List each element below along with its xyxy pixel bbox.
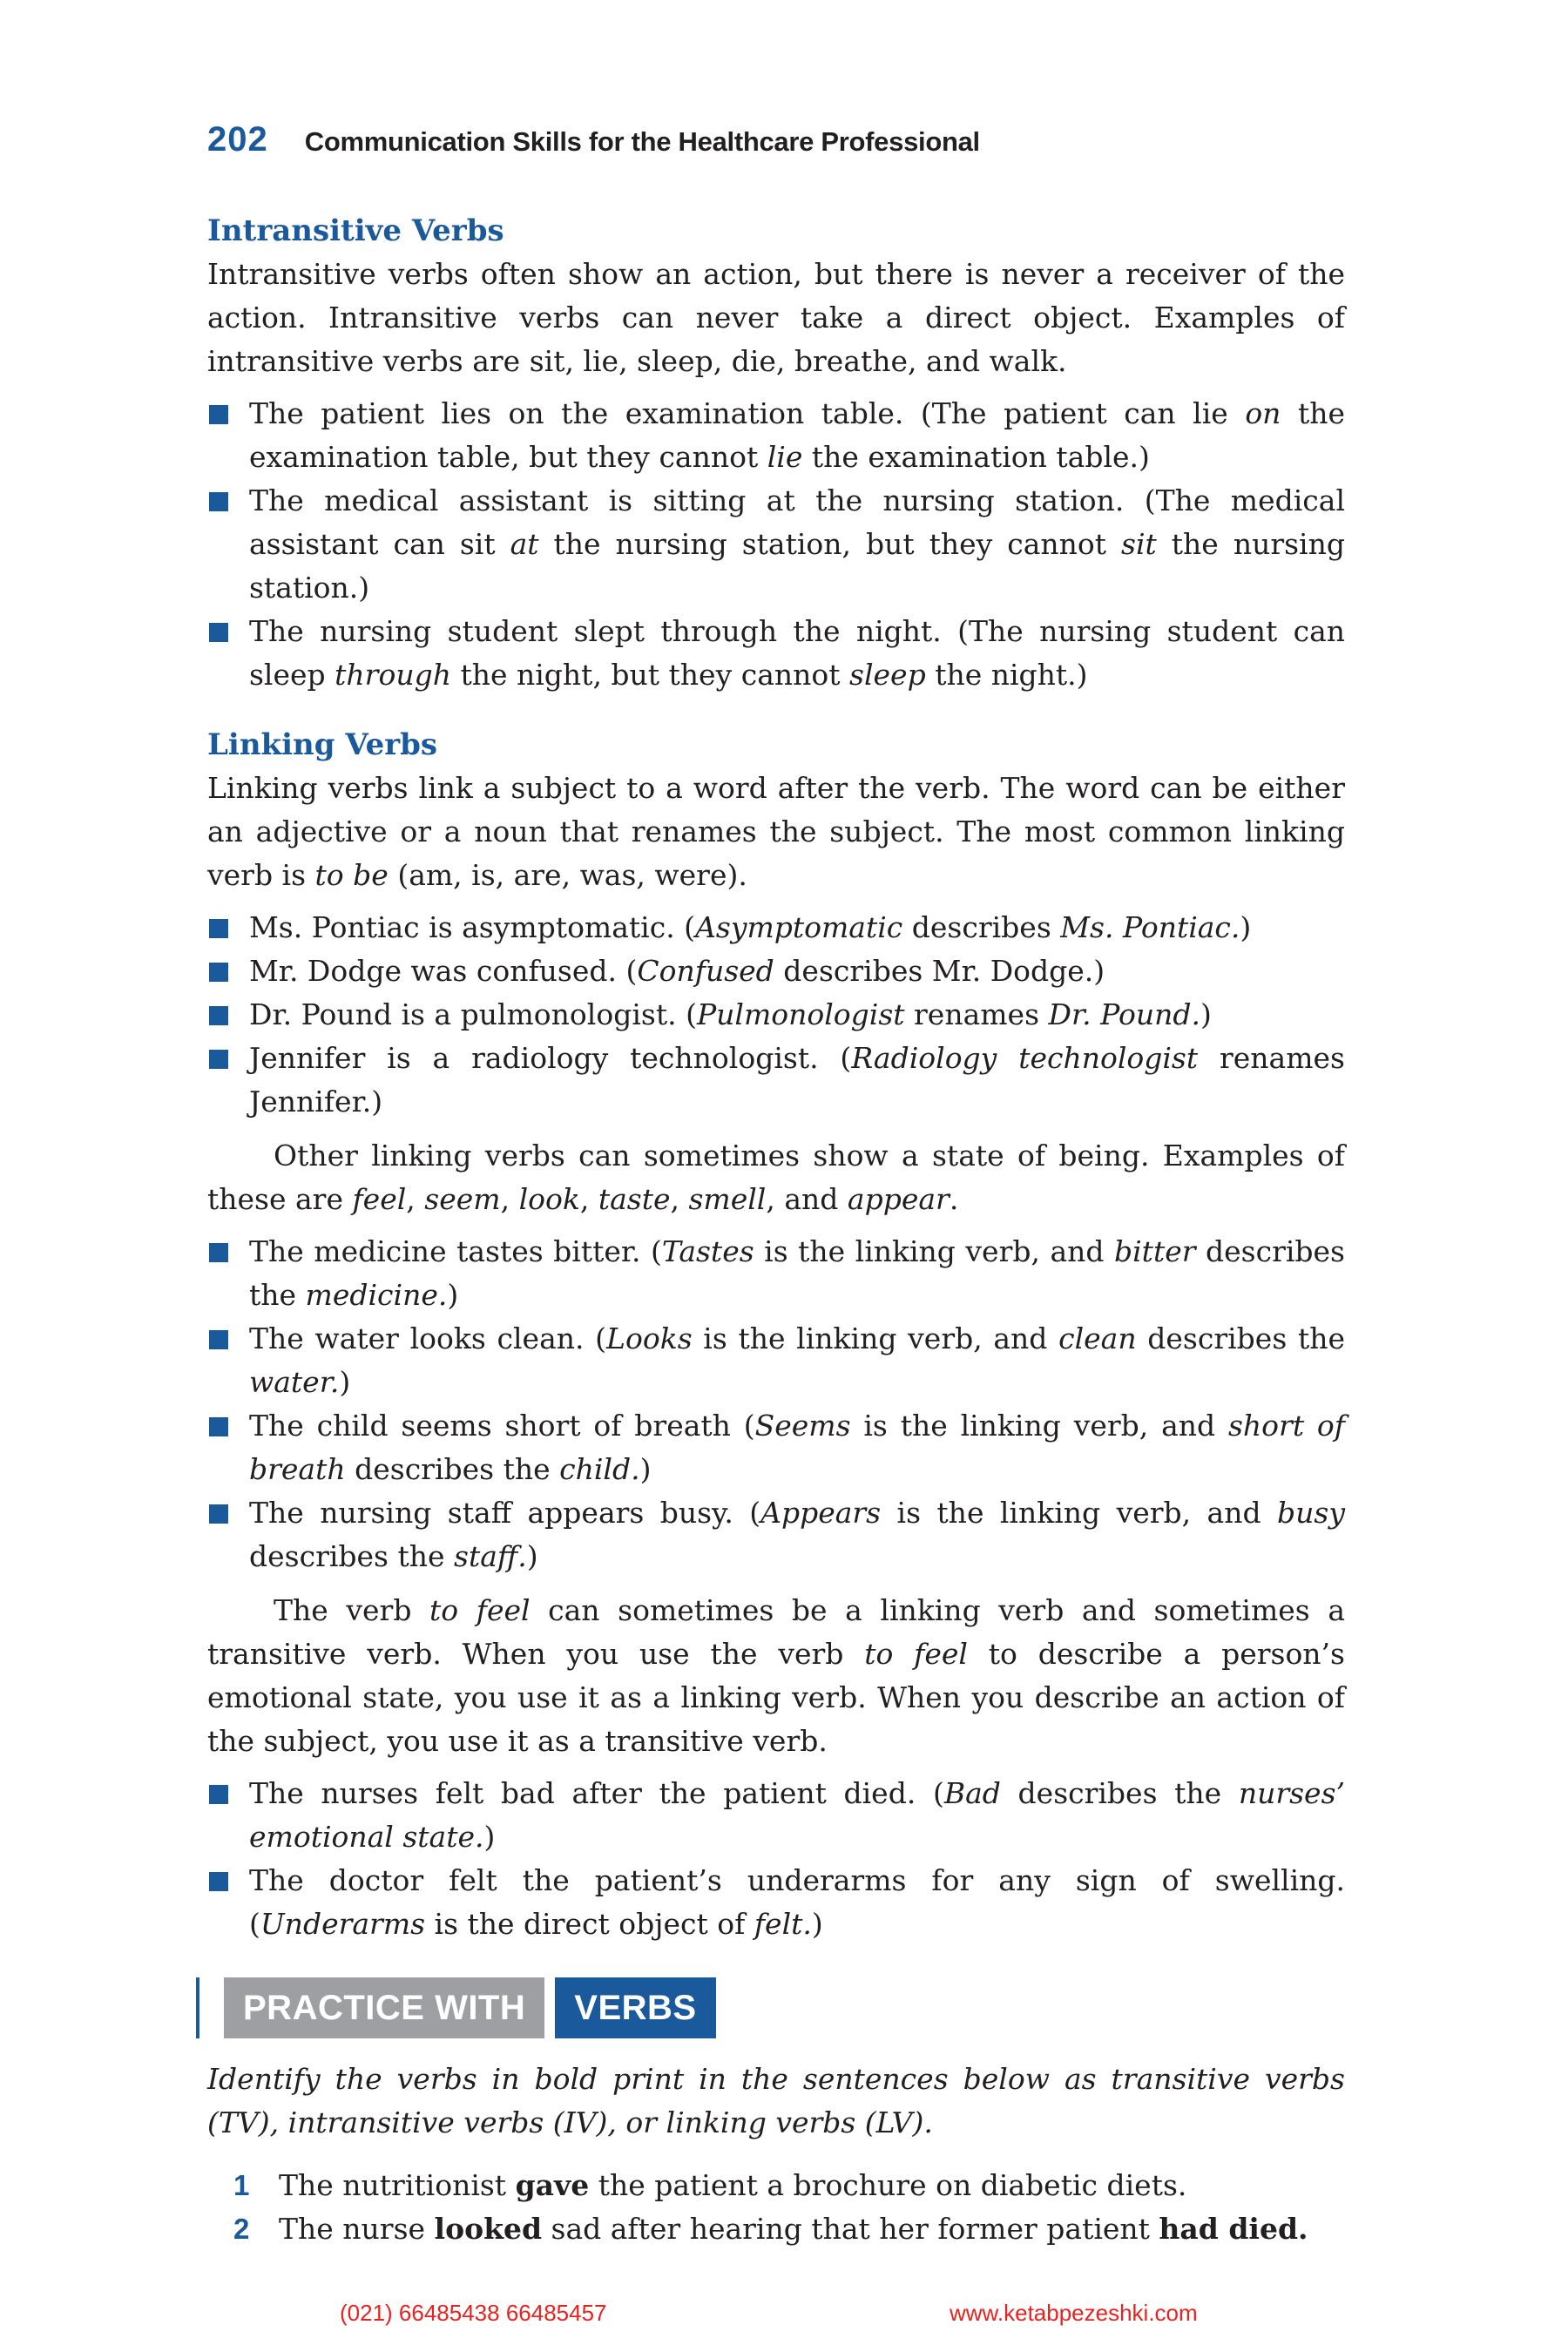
square-bullet-icon <box>209 1243 228 1262</box>
bullet-item: The water looks clean. (Looks is the linking verb, and clean describes the water.) <box>207 1317 1345 1404</box>
linking-bullet-list-2 <box>207 1230 1345 1578</box>
intransitive-bullet-list <box>207 392 1345 697</box>
exercise-item: 1 The nutritionist gave the patient a brochure on diabetic diets. <box>207 2164 1345 2207</box>
intransitive-intro: Intransitive verbs often show an action, but there is never a receiver of the action. Intransitive verbs can never take a direct object. Examples of intransitive verbs are sit, lie, sleep, die, breathe, and walk. <box>207 257 1345 378</box>
running-title: Communication Skills for the Healthcare Professional <box>304 126 980 157</box>
bullet-item: Ms. Pontiac is asymptomatic. (Asymptomatic describes Ms. Pontiac.) <box>207 906 1345 950</box>
square-bullet-icon <box>209 1872 228 1891</box>
section-heading-intransitive: Intransitive Verbs <box>207 213 504 248</box>
bullet-item: The child seems short of breath (Seems is the linking verb, and short of breath describes the child.) <box>207 1404 1345 1491</box>
practice-rule <box>196 1977 199 2038</box>
page-number: 202 <box>207 120 268 159</box>
main-content <box>207 209 1345 1946</box>
square-bullet-icon <box>209 623 228 642</box>
linking-bullet-list-1 <box>207 906 1345 1124</box>
square-bullet-icon <box>209 405 228 424</box>
bullet-item: The nursing student slept through the night. (The nursing student can sleep through the night, but they cannot sleep the night.) <box>207 610 1345 697</box>
exercise-number: 2 <box>233 2213 250 2245</box>
square-bullet-icon <box>209 1417 228 1436</box>
bullet-item: Jennifer is a radiology technologist. (Radiology technologist renames Jennifer.) <box>207 1037 1345 1124</box>
bullet-item: Dr. Pound is a pulmonologist. (Pulmonologist renames Dr. Pound.) <box>207 993 1345 1037</box>
square-bullet-icon <box>209 1330 228 1349</box>
practice-banner <box>196 1977 716 2038</box>
square-bullet-icon <box>209 963 228 982</box>
square-bullet-icon <box>209 1504 228 1524</box>
section-heading-linking: Linking Verbs <box>207 727 438 762</box>
footer-phone: (021) 66485438 66485457 <box>340 2300 607 2326</box>
footer-url[interactable]: www.ketabpezeshki.com <box>950 2300 1198 2326</box>
bullet-item: The doctor felt the patient’s underarms for any sign of swelling. (Underarms is the direct object of felt.) <box>207 1859 1345 1946</box>
linking-bullet-list-3 <box>207 1772 1345 1946</box>
bullet-item: The nursing staff appears busy. (Appears is the linking verb, and busy describes the staff.) <box>207 1491 1345 1578</box>
bullet-item: The medicine tastes bitter. (Tastes is the linking verb, and bitter describes the medicine.) <box>207 1230 1345 1317</box>
practice-exercise-list <box>207 2164 1345 2251</box>
page-header <box>207 120 980 172</box>
square-bullet-icon <box>209 1050 228 1069</box>
exercise-number: 1 <box>233 2169 250 2201</box>
practice-topic: VERBS <box>555 1977 715 2038</box>
linking-paragraph-3: The verb to feel can sometimes be a linking verb and sometimes a transitive verb. When you use the verb to feel to describe a person’s emotional state, you use it as a linking verb. When you describe an action of the subject, you use it as a transitive verb. <box>207 1593 1345 1758</box>
bullet-item: The patient lies on the examination table. (The patient can lie on the examination table, but they cannot lie the examination table.) <box>207 392 1345 479</box>
linking-paragraph-2: Other linking verbs can sometimes show a state of being. Examples of these are feel, seem, look, taste, smell, and appear. <box>207 1139 1345 1216</box>
practice-label: PRACTICE WITH <box>224 1977 544 2038</box>
bullet-item: The medical assistant is sitting at the nursing station. (The medical assistant can sit at the nursing station, but they cannot sit the nursing station.) <box>207 479 1345 610</box>
square-bullet-icon <box>209 919 228 938</box>
square-bullet-icon <box>209 1785 228 1804</box>
exercise-item: 2 The nurse looked sad after hearing that her former patient had died. <box>207 2207 1345 2251</box>
bullet-item: Mr. Dodge was confused. (Confused describes Mr. Dodge.) <box>207 950 1345 993</box>
practice-instructions: Identify the verbs in bold print in the sentences below as transitive verbs (TV), intransitive verbs (IV), or linking verbs (LV). <box>207 2062 1345 2139</box>
linking-intro: Linking verbs link a subject to a word after the verb. The word can be either an adjective or a noun that renames the subject. The most common linking verb is to be (am, is, are, was, were). <box>207 771 1345 892</box>
square-bullet-icon <box>209 1006 228 1025</box>
square-bullet-icon <box>209 492 228 511</box>
bullet-item: The nurses felt bad after the patient died. (Bad describes the nurses’ emotional state.) <box>207 1772 1345 1859</box>
